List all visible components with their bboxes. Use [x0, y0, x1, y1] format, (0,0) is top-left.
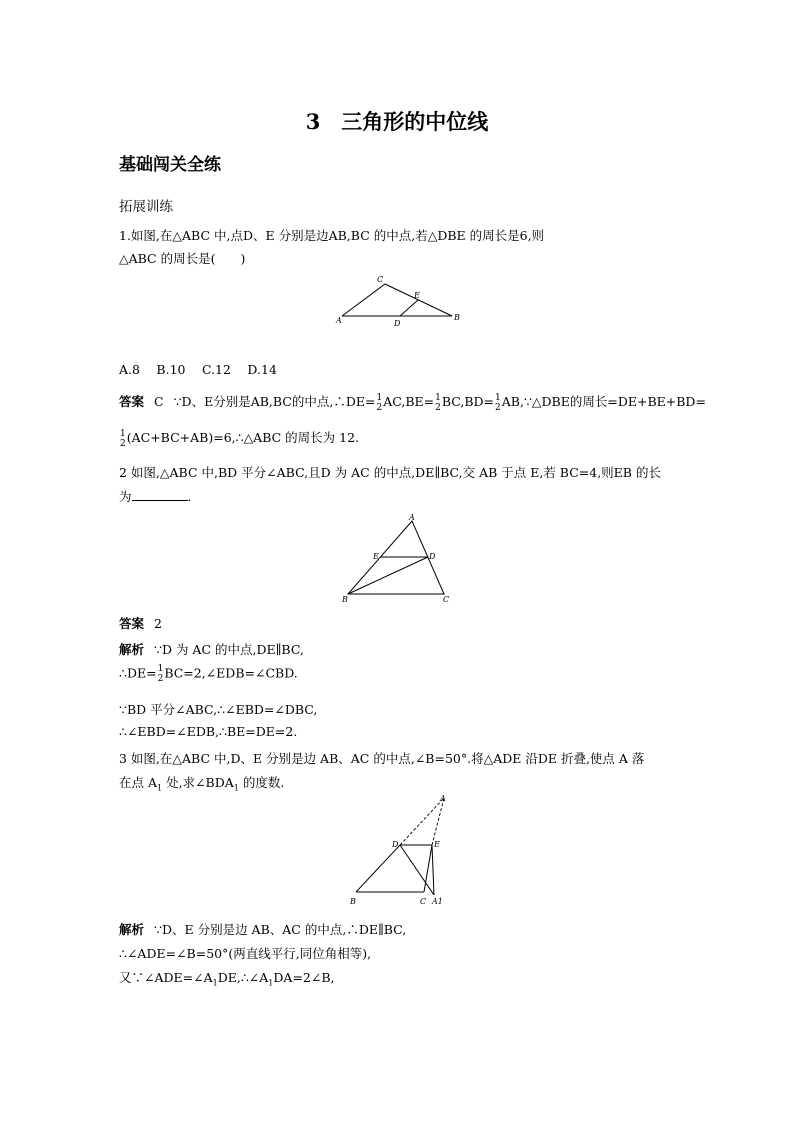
q3-stem-text-c: 的度数.: [238, 775, 285, 790]
q3-dashed-da: [400, 798, 444, 845]
q3-label-e: E: [434, 840, 440, 849]
q3-analysis-line3: [119, 968, 335, 988]
q3-analysis-text3a: 又∵∠ADE=∠A: [119, 970, 213, 985]
q2-analysis-text2b: BC=2,∠EDB=∠CBD.: [164, 665, 298, 681]
fraction-half: 1 2: [376, 392, 383, 413]
q2-analysis-line4: ∴∠EBD=∠EDB,∴BE=DE=2.: [119, 724, 298, 739]
fraction-half: 1 2: [435, 392, 441, 413]
fraction-half: 1 2: [157, 664, 164, 684]
q2-stem-line1: 2 如图,△ABC 中,BD 平分∠ABC,且D 为 AC 的中点,DE∥BC,交 AB 于点 E,若 BC=4,则EB 的长: [119, 465, 661, 480]
q3-stem-text-b: 处,求∠BDA: [162, 775, 234, 790]
q2-label-b: B: [342, 595, 348, 604]
analysis-label: 解析: [119, 922, 145, 937]
q3-analysis-line1: [119, 920, 406, 938]
q3-stem-line2: [119, 773, 284, 793]
q2-label-e: E: [373, 552, 379, 561]
q1-answer: [119, 392, 706, 413]
q2-analysis-line2: [119, 664, 298, 684]
q3-label-a1: A1: [432, 897, 443, 906]
answer-blank: [132, 488, 188, 501]
q2-label-d: D: [429, 552, 436, 561]
q1-answer-line2: [119, 428, 359, 449]
q2-analysis-line3: ∵BD 平分∠ABC,∴∠EBD=∠DBC,: [119, 702, 318, 717]
q1-label-e: E: [414, 291, 420, 300]
q3-analysis-sub2: 1: [268, 978, 274, 988]
q2-stem-line2: [119, 487, 192, 505]
q1-answer-text-b: AC,BE=: [383, 394, 435, 409]
q3-label-c: C: [420, 897, 427, 906]
q3-stem-sub1: 1: [157, 783, 163, 793]
q1-label-b: B: [454, 313, 460, 322]
q2-answer: [119, 614, 162, 632]
q2-stem-suffix: .: [187, 489, 192, 504]
q2-label-a: A: [409, 513, 415, 522]
q1-answer-text-a: ∵D、E分别是AB,BC的中点,∴DE=: [173, 394, 376, 409]
q3-label-b: B: [350, 897, 356, 906]
q1-options: A.8 B.10 C.12 D.14: [119, 362, 277, 377]
page-title: 3 三角形的中位线: [305, 109, 489, 134]
q2-segment-bd: [348, 557, 428, 594]
q2-analysis-line1: [119, 640, 304, 658]
q1-label-a: A: [336, 316, 342, 325]
q3-analysis-text3b: DE,∴∠A: [217, 970, 269, 985]
q1-answer-text-d: AB,∵△DBE的周长=DE+BE+BD=: [501, 394, 706, 409]
section-heading: 基础闯关全练: [119, 155, 221, 175]
q2-label-c: C: [443, 595, 450, 604]
q3-analysis-sub1: 1: [212, 978, 218, 988]
q3-analysis-text3c: DA=2∠B,: [273, 970, 335, 985]
q3-label-d: D: [392, 840, 399, 849]
q1-stem-line2: △ABC 的周长是( ): [119, 251, 246, 266]
q3-segment-ce: [424, 845, 432, 892]
q3-figure: [340, 792, 460, 912]
q2-figure: [338, 512, 458, 604]
q3-segment-da1: [400, 845, 434, 895]
q3-label-a: A: [440, 794, 446, 803]
fraction-half: 1 2: [120, 428, 126, 449]
q3-analysis-line2: ∴∠ADE=∠B=50°(两直线平行,同位角相等),: [119, 946, 372, 961]
fraction-half: 1 2: [495, 392, 501, 413]
answer-label: 答案: [119, 394, 145, 409]
q1-stem-line1: 1.如图,在△ABC 中,点D、E 分别是边AB,BC 的中点,若△DBE 的周长是6,则: [119, 228, 545, 243]
q1-answer-line2-text: (AC+BC+AB)=6,∴△ABC 的周长为 12.: [126, 430, 360, 445]
q1-answer-letter: C: [154, 394, 164, 409]
q2-analysis-text2a: ∴DE=: [119, 665, 157, 681]
q1-label-d: D: [394, 319, 401, 328]
q3-analysis-text1: ∵D、E 分别是边 AB、AC 的中点,∴DE∥BC,: [154, 922, 407, 937]
q1-label-c: C: [377, 275, 384, 284]
subsection-heading: 拓展训练: [119, 199, 173, 215]
q1-answer-text-c: BC,BD=: [441, 394, 495, 409]
q3-segment-bd: [356, 845, 400, 892]
q3-stem-line1: 3 如图,在△ABC 中,D、E 分别是边 AB、AC 的中点,∠B=50°.将△ADE 沿DE 折叠,使点 A 落: [119, 751, 645, 766]
analysis-label: 解析: [119, 642, 145, 657]
q1-segment-de: [400, 300, 418, 316]
answer-label: 答案: [119, 616, 145, 631]
q3-stem-sub2: 1: [233, 783, 239, 793]
q2-analysis-text1: ∵D 为 AC 的中点,DE∥BC,: [154, 642, 304, 657]
q3-stem-text-a: 在点 A: [119, 775, 158, 790]
q1-figure: [330, 272, 470, 330]
q3-segment-ea1: [432, 845, 434, 895]
q2-stem-prefix: 为: [119, 489, 132, 504]
q1-triangle-abc: [342, 284, 452, 316]
q2-answer-value: 2: [154, 616, 162, 631]
